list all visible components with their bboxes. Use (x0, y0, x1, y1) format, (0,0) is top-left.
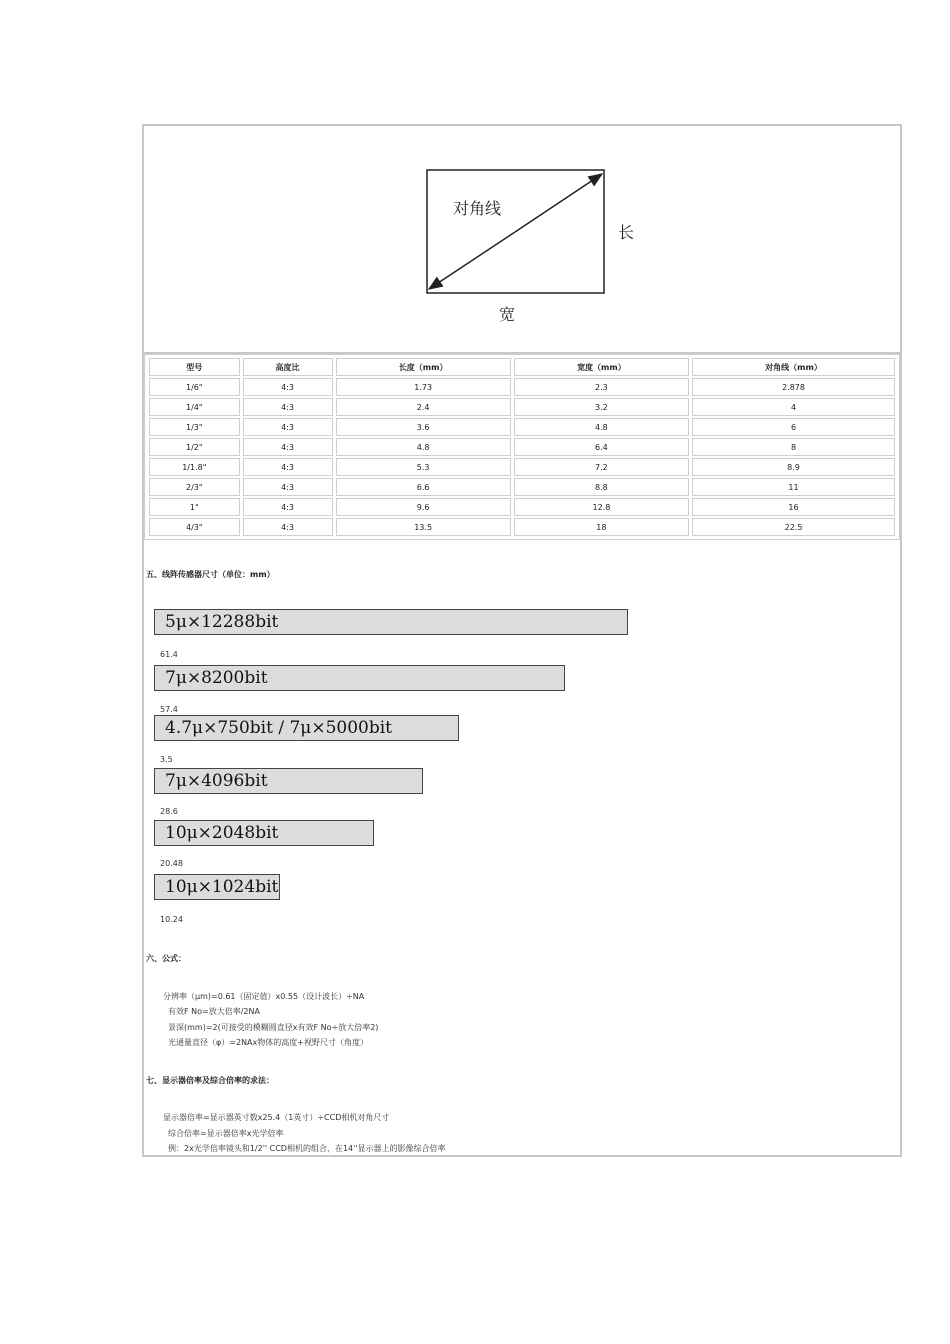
formula-line: 分辨率（μm)=0.61（固定值）x0.55（设计波长）÷NA (163, 992, 365, 1001)
cell-aspect: 4:3 (243, 478, 333, 496)
sensor-bar: 7μ×4096bit (154, 768, 423, 794)
table-row (149, 518, 895, 536)
cell-aspect: 4:3 (243, 498, 333, 516)
cell-diagonal: 16 (692, 498, 895, 516)
cell-diagonal: 6 (692, 418, 895, 436)
cell-aspect: 4:3 (243, 438, 333, 456)
cell-length: 3.6 (336, 418, 511, 436)
cell-width: 18 (514, 518, 689, 536)
cell-aspect: 4:3 (243, 458, 333, 476)
sensor-bar-value: 28.6 (160, 807, 178, 816)
cell-model: 1/4" (149, 398, 240, 416)
cell-length: 6.6 (336, 478, 511, 496)
sensor-bar: 5μ×12288bit (154, 609, 628, 635)
cell-length: 1.73 (336, 378, 511, 396)
magnification-line: 综合倍率=显示器倍率x光学倍率 (168, 1129, 284, 1138)
length-label: 长 (618, 223, 635, 242)
formula-line: 有效F No=放大倍率/2NA (168, 1007, 260, 1016)
sensor-bar: 10μ×1024bit (154, 874, 280, 900)
formula-line: 光通量直径（φ）=2NAx物体的高度+视野尺寸（角度） (168, 1038, 368, 1047)
cell-model: 1" (149, 498, 240, 516)
magnification-line: 例：2x光学倍率镜头和1/2'' CCD相机的组合，在14''显示器上的影像综合倍率 (168, 1144, 446, 1153)
sensor-bar-value: 10.24 (160, 915, 183, 924)
cell-width: 6.4 (514, 438, 689, 456)
section6-title: 六、公式： (146, 954, 186, 963)
table-row (149, 478, 895, 496)
cell-aspect: 4:3 (243, 418, 333, 436)
table-row (149, 458, 895, 476)
sensor-bar-value: 3.5 (160, 755, 173, 764)
cell-length: 13.5 (336, 518, 511, 536)
cell-model: 1/6" (149, 378, 240, 396)
header-length: 长度（mm） (336, 358, 511, 376)
cell-model: 1/1.8" (149, 458, 240, 476)
cell-aspect: 4:3 (243, 518, 333, 536)
table-header-row (149, 358, 895, 376)
cell-diagonal: 2.878 (692, 378, 895, 396)
section7-title: 七、显示器倍率及综合倍率的求法： (146, 1076, 274, 1085)
cell-width: 2.3 (514, 378, 689, 396)
cell-model: 4/3" (149, 518, 240, 536)
table-row (149, 498, 895, 516)
header-model: 型号 (149, 358, 240, 376)
header-diagonal: 对角线（mm） (692, 358, 895, 376)
table-row (149, 438, 895, 456)
header-width: 宽度（mm） (514, 358, 689, 376)
cell-aspect: 4:3 (243, 378, 333, 396)
cell-width: 12.8 (514, 498, 689, 516)
table-row (149, 398, 895, 416)
cell-model: 1/2" (149, 438, 240, 456)
cell-model: 1/3" (149, 418, 240, 436)
sensor-bar: 7μ×8200bit (154, 665, 565, 691)
cell-width: 7.2 (514, 458, 689, 476)
diagonal-arrow-down (429, 232, 515, 289)
sensor-spec-table (146, 356, 898, 538)
cell-model: 2/3" (149, 478, 240, 496)
cell-diagonal: 11 (692, 478, 895, 496)
cell-length: 9.6 (336, 498, 511, 516)
diagonal-arrow-up (515, 174, 602, 232)
cell-diagonal: 8 (692, 438, 895, 456)
sensor-bar-value: 61.4 (160, 650, 178, 659)
sensor-bar-value: 57.4 (160, 705, 178, 714)
formula-line: 景深(mm)=2(可接受的模糊圆直径x有效F No÷放大倍率2) (168, 1023, 379, 1032)
cell-aspect: 4:3 (243, 398, 333, 416)
cell-length: 2.4 (336, 398, 511, 416)
sensor-bar: 4.7μ×750bit / 7μ×5000bit (154, 715, 459, 741)
cell-diagonal: 22.5 (692, 518, 895, 536)
section5-title: 五、线阵传感器尺寸（单位：mm） (146, 570, 275, 579)
cell-width: 3.2 (514, 398, 689, 416)
cell-diagonal: 8.9 (692, 458, 895, 476)
cell-width: 8.8 (514, 478, 689, 496)
header-aspect: 高度比 (243, 358, 333, 376)
cell-diagonal: 4 (692, 398, 895, 416)
cell-length: 5.3 (336, 458, 511, 476)
sensor-diagram (142, 124, 902, 354)
diagonal-diagram-svg (142, 124, 902, 354)
cell-length: 4.8 (336, 438, 511, 456)
sensor-bar-value: 20.48 (160, 859, 183, 868)
sensor-bar: 10μ×2048bit (154, 820, 374, 846)
table-row (149, 418, 895, 436)
width-label: 宽 (499, 305, 516, 324)
diagonal-label: 对角线 (453, 199, 502, 218)
magnification-line: 显示器倍率=显示器英寸数x25.4（1英寸）÷CCD相机对角尺寸 (163, 1113, 390, 1122)
cell-width: 4.8 (514, 418, 689, 436)
table-row (149, 378, 895, 396)
